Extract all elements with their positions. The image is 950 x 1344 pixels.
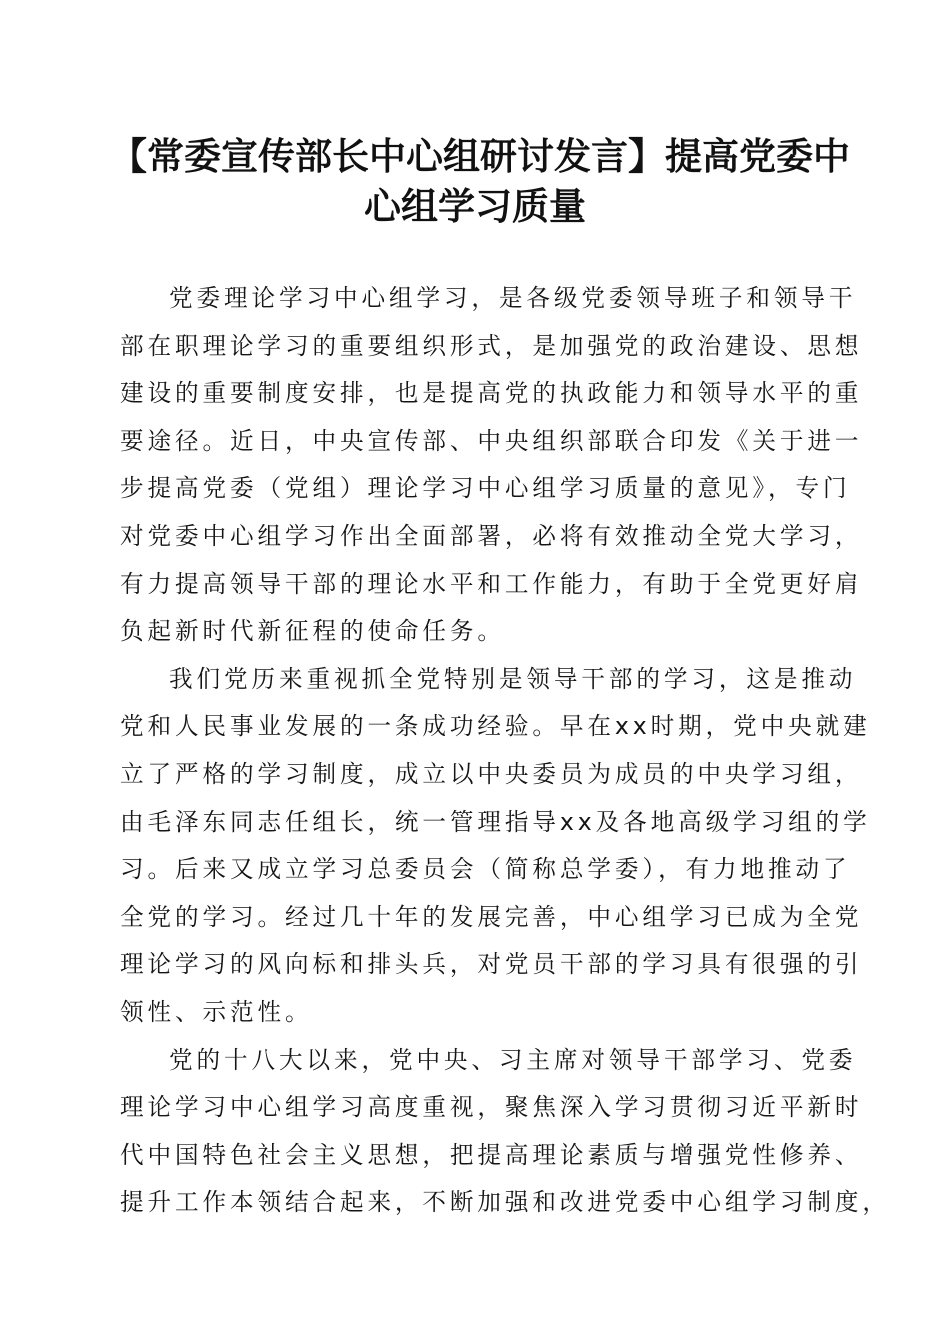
text-line: 要途径。近日，中央宣传部、中央组织部联合印发《关于进一 (120, 426, 863, 455)
text-line: 有力提高领导干部的理论水平和工作能力，有助于全党更好肩 (120, 569, 863, 598)
text-line: 习。后来又成立学习总委员会（简称总学委），有力地推动了 (120, 855, 851, 884)
text-line: 部在职理论学习的重要组织形式，是加强党的政治建设、思想 (120, 331, 863, 360)
text-line: 对党委中心组学习作出全面部署，必将有效推动全党大学习， (120, 521, 863, 550)
text-line: 领性、示范性。 (120, 997, 313, 1026)
text-line: 党和人民事业发展的一条成功经验。早在xx时期，党中央就建 (120, 712, 871, 741)
text-line: 代中国特色社会主义思想，把提高理论素质与增强党性修养、 (120, 1140, 863, 1169)
paragraph-2 (120, 656, 871, 1037)
text-line: 理论学习的风向标和排头兵，对党员干部的学习具有很强的引 (120, 950, 863, 979)
paragraph-3 (120, 1037, 890, 1227)
text-line: 我们党历来重视抓全党特别是领导干部的学习，这是推动 (169, 664, 857, 693)
title-line: 心组学习质量 (364, 184, 586, 228)
text-line: 党委理论学习中心组学习，是各级党委领导班子和领导干 (169, 284, 857, 312)
text-line: 步提高党委（党组）理论学习中心组学习质量的意见》，专门 (120, 474, 851, 503)
text-line: 提升工作本领结合起来，不断加强和改进党委中心组学习制度， (120, 1188, 890, 1217)
text-line: 立了严格的学习制度，成立以中央委员为成员的中央学习组， (120, 759, 863, 788)
paragraph-1 (120, 275, 863, 656)
text-line: 党的十八大以来，党中央、习主席对领导干部学习、党委 (169, 1045, 857, 1074)
text-line: 理论学习中心组学习高度重视，聚焦深入学习贯彻习近平新时 (120, 1093, 863, 1122)
document-title (110, 131, 850, 231)
text-line: 建设的重要制度安排，也是提高党的执政能力和领导水平的重 (120, 379, 863, 408)
document-body (120, 275, 890, 1227)
text-line: 全党的学习。经过几十年的发展完善，中心组学习已成为全党 (120, 902, 863, 931)
text-line: 由毛泽东同志任组长，统一管理指导xx及各地高级学习组的学 (120, 807, 871, 836)
title-line: 【常委宣传部长中心组研讨发言】提高党委中 (110, 134, 850, 178)
text-line: 负起新时代新征程的使命任务。 (120, 617, 505, 646)
